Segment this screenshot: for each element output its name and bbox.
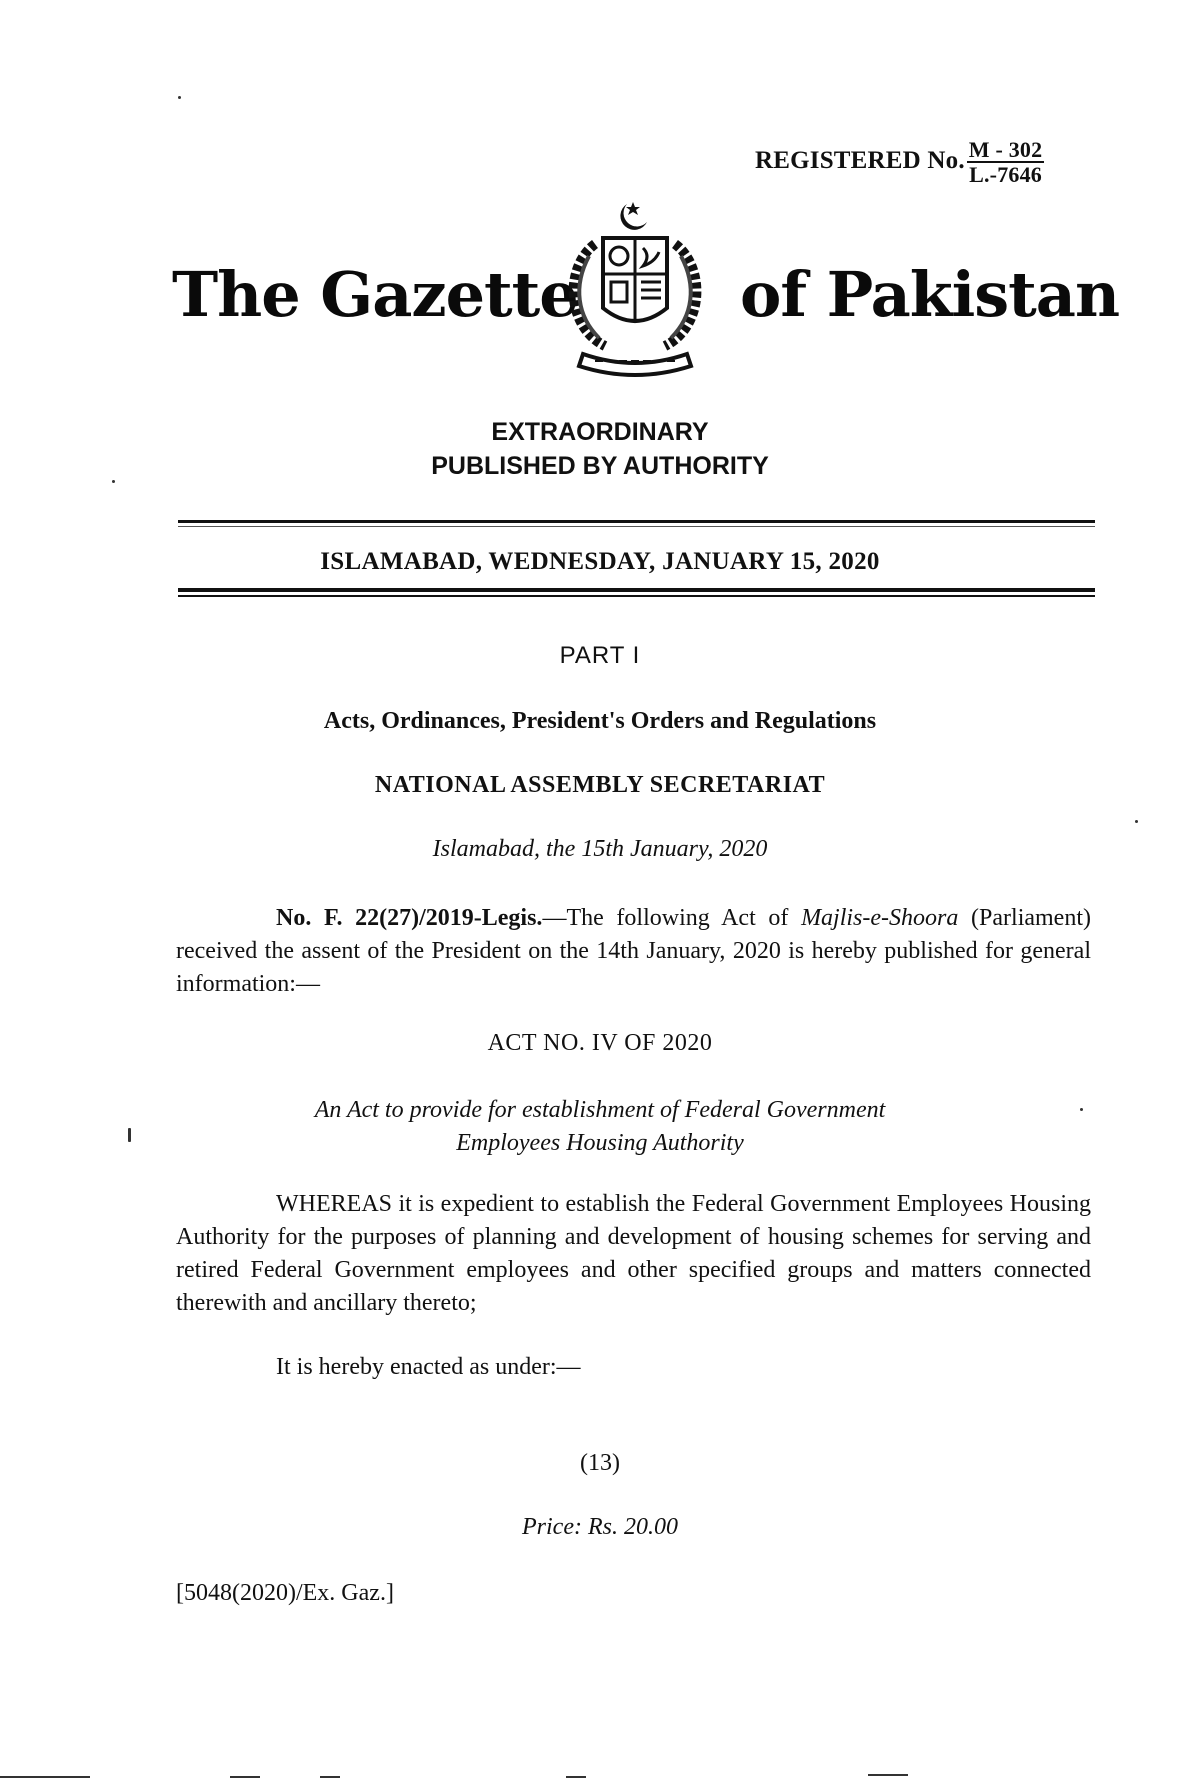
scan-speck <box>1135 820 1138 823</box>
issuer-heading: NATIONAL ASSEMBLY SECRETARIAT <box>374 772 826 798</box>
enacting-clause-text: It is hereby enacted as under:— <box>276 1354 581 1380</box>
page-number: (13) <box>580 1450 620 1476</box>
long-title <box>0 1094 1200 1160</box>
registered-label: REGISTERED No. <box>755 146 965 174</box>
top-rule <box>178 520 1095 523</box>
state-emblem-icon <box>555 196 715 382</box>
scan-speck <box>178 96 181 99</box>
scan-dash <box>320 1776 340 1778</box>
enacting-clause <box>176 1354 581 1381</box>
edition-extraordinary: EXTRAORDINARY <box>491 418 709 446</box>
bottom-rule <box>178 588 1095 592</box>
scan-dash <box>230 1776 260 1778</box>
scan-dash <box>566 1776 586 1778</box>
top-rule-thin <box>178 526 1095 527</box>
long-title-line1: An Act to provide for establishment of Federal Government <box>314 1097 886 1123</box>
notice-text-b: (Parliament) received the assent of the President on the 14th January, 2020 is hereby published for general information:— <box>176 905 1091 997</box>
place-date: Islamabad, the 15th January, 2020 <box>432 836 768 862</box>
scan-speck <box>1080 1108 1083 1111</box>
registered-number <box>755 138 1044 186</box>
preamble-paragraph <box>176 1188 1091 1320</box>
masthead-right: of Pakistan <box>740 258 1120 331</box>
dateline: ISLAMABAD, WEDNESDAY, JANUARY 15, 2020 <box>320 548 880 575</box>
masthead-left: The Gazette <box>172 258 578 331</box>
notice-paragraph <box>176 902 1091 1001</box>
act-number: ACT NO. IV OF 2020 <box>487 1030 713 1056</box>
preamble-text: it is expedient to establish the Federal Government Employees Housing Authority for the purposes of planning and development of housing schemes for serving and retired Federal Government employees and other specified groups and matters connected therewith and ancillary thereto; <box>176 1191 1091 1316</box>
bottom-rule-thin <box>178 595 1095 597</box>
notice-text-a: —The following Act of <box>542 905 802 931</box>
long-title-line2: Employees Housing Authority <box>456 1130 744 1156</box>
registered-number-bottom: L.-7646 <box>969 162 1042 188</box>
scan-dash <box>868 1774 908 1776</box>
registered-fraction <box>967 138 1045 186</box>
notice-majlis: Majlis-e-Shoora <box>801 905 959 931</box>
price: Price: Rs. 20.00 <box>522 1514 678 1540</box>
print-code: [5048(2020)/Ex. Gaz.] <box>176 1580 394 1606</box>
notice-ref: No. F. 22(27)/2019-Legis. <box>276 905 543 931</box>
scan-dash <box>0 1776 90 1778</box>
part-heading: PART I <box>559 642 641 669</box>
edition-published-by: PUBLISHED BY AUTHORITY <box>431 452 769 480</box>
scan-speck <box>112 480 115 483</box>
section-heading: Acts, Ordinances, President's Orders and Regulations <box>323 708 877 734</box>
preamble-lead: WHEREAS <box>276 1191 392 1217</box>
scan-speck <box>128 1128 131 1142</box>
registered-number-top: M - 302 <box>968 137 1043 162</box>
